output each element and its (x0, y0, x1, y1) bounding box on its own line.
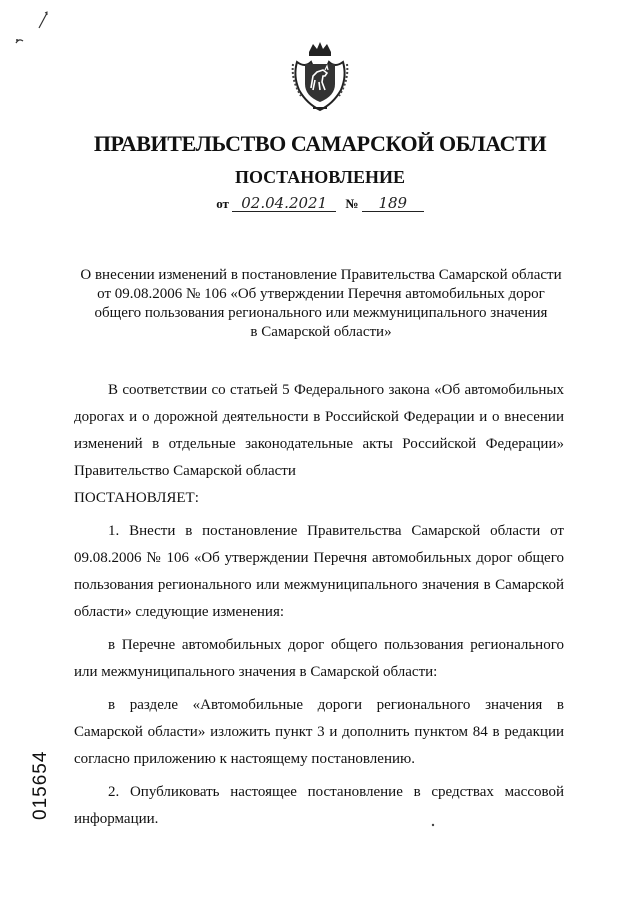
subject-line: от 09.08.2006 № 106 «Об утверждении Перечня автомобильных дорог (97, 286, 545, 302)
pen-mark-icon (36, 10, 50, 30)
preamble-paragraph: В соответствии со статьей 5 Федерального закона «Об автомобильных дорогах и о дорожной деятельности в Российской Федерации и о внесении изменений в отдельные законодательные акты Российской Федерации» Правительство Самарской области (74, 382, 564, 479)
resolves-heading: ПОСТАНОВЛЯЕТ: (74, 490, 199, 506)
organization-title: ПРАВИТЕЛЬСТВО САМАРСКОЙ ОБЛАСТИ (93, 131, 547, 156)
clause-2-paragraph: 2. Опубликовать настоящее постановление в средствах массовой информации. (74, 784, 564, 827)
serial-number: 015654 (30, 750, 51, 820)
ink-mark-icon (14, 36, 26, 46)
coat-of-arms-icon (289, 40, 351, 114)
date-number-line (0, 195, 640, 212)
document-body (74, 377, 564, 833)
handwritten-number: 189 (362, 195, 424, 212)
document-subject (78, 266, 564, 342)
handwritten-date: 02.04.2021 (232, 195, 336, 212)
clause-1-paragraph: 1. Внести в постановление Правительства Самарской области от 09.08.2006 № 106 «Об утверждении Перечня автомобильных дорог общего пользования регионального или межмуниципального значения в Самарской области» следующие изменения: (74, 523, 564, 620)
stray-dot-icon (430, 822, 436, 828)
document-type: ПОСТАНОВЛЕНИЕ (234, 167, 406, 187)
date-prefix: от (216, 196, 229, 211)
section-paragraph: в разделе «Автомобильные дороги регионального значения в Самарской области» изложить пункт 3 и дополнить пунктом 84 в редакции согласно приложению к настоящему постановлению. (74, 697, 564, 767)
subject-line: общего пользования регионального или межмуниципального значения (94, 305, 548, 321)
number-prefix: № (345, 196, 359, 211)
subject-line: О внесении изменений в постановление Правительства Самарской области (80, 267, 562, 283)
subject-line: в Самарской области» (250, 324, 392, 340)
list-paragraph: в Перечне автомобильных дорог общего пользования регионального или межмуниципального значения в Самарской области: (74, 637, 564, 680)
